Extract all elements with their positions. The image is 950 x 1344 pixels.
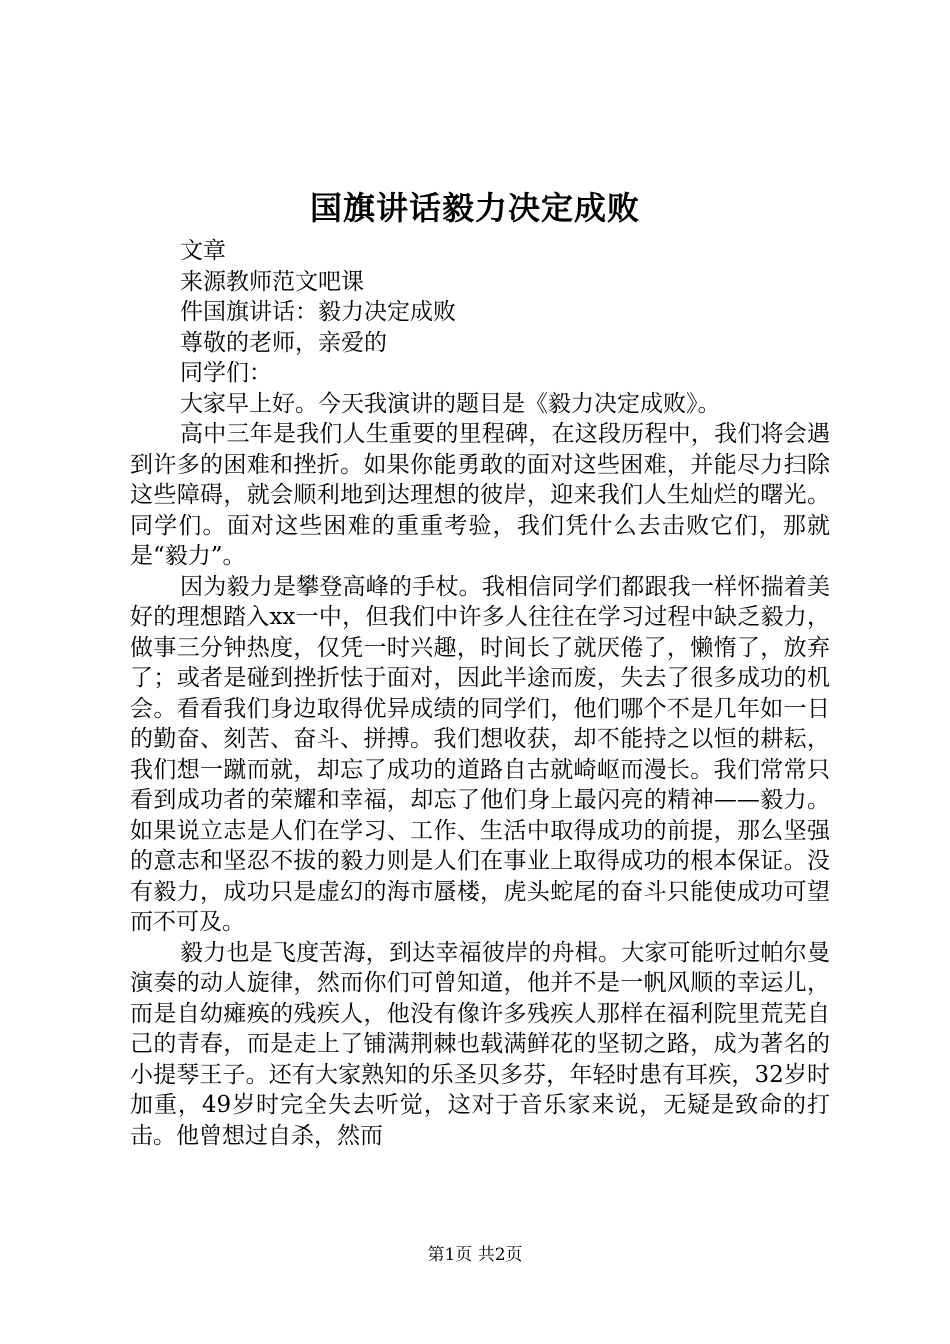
paragraph-3: 毅力也是飞度苦海，到达幸福彼岸的舟楫。大家可能听过帕尔曼演奏的动人旋律，然而你们可曾知道，他并不是一帆风顺的幸运儿，而是自幼瘫痪的残疾人，他没有像许多残疾人那样在福利院里荒芜自己的青春，而是走上了铺满荆棘也载满鲜花的坚韧之路，成为著名的小提琴王子。还有大家熟知的乐圣贝多芬，年轻时患有耳疾，32岁时加重，49岁时完全失去听觉，这对于音乐家来说，无疑是致命的打击。他曾想过自杀，然而 — [130, 939, 830, 1149]
intro-line-source: 文章 — [180, 238, 226, 264]
intro-line-source-site: 来源教师范文吧课 — [180, 268, 364, 295]
intro-line-salutation-cont: 同学们： — [180, 360, 272, 386]
paragraph-1: 高中三年是我们人生重要的里程碑，在这段历程中，我们将会遇到许多的困难和挫折。如果你能勇敢的面对这些困难，并能尽力扫除这些障碍，就会顺利地到达理想的彼岸，迎来我们人生灿烂的曙光。同学们。面对这些困难的重重考验，我们凭什么去击败它们，那就是“毅力”。 — [130, 421, 830, 569]
intro-line-greeting: 大家早上好。今天我演讲的题目是《毅力决定成败》。 — [180, 390, 721, 417]
page-number-footer: 第1页 共2页 — [427, 1245, 523, 1265]
intro-line-subject: 件国旗讲话：毅力决定成败 — [180, 299, 456, 325]
document-body — [130, 236, 830, 1151]
intro-line-salutation: 尊敬的老师，亲爱的 — [180, 329, 387, 356]
paragraph-2: 因为毅力是攀登高峰的手杖。我相信同学们都跟我一样怀揣着美好的理想踏入xx一中，但我们中许多人往往在学习过程中缺乏毅力，做事三分钟热度，仅凭一时兴趣，时间长了就厌倦了，懒惰了，放弃了；或者是碰到挫折怯于面对，因此半途而废，失去了很多成功的机会。看看我们身边取得优异成绩的同学们，他们哪个不是几年如一日的勤奋、刻苦、奋斗、拼搏。我们想收获，却不能持之以恒的耕耘，我们想一蹴而就，却忘了成功的道路自古就崎岖而漫长。我们常常只看到成功者的荣耀和幸福，却忘了他们身上最闪亮的精神——毅力。如果说立志是人们在学习、工作、生活中取得成功的前提，那么坚强的意志和坚忍不拔的毅力则是人们在事业上取得成功的根本保证。没有毅力，成功只是虚幻的海市蜃楼，虎头蛇尾的奋斗只能使成功可望而不可及。 — [130, 573, 830, 935]
document-title: 国旗讲话毅力决定成败 — [309, 189, 640, 227]
